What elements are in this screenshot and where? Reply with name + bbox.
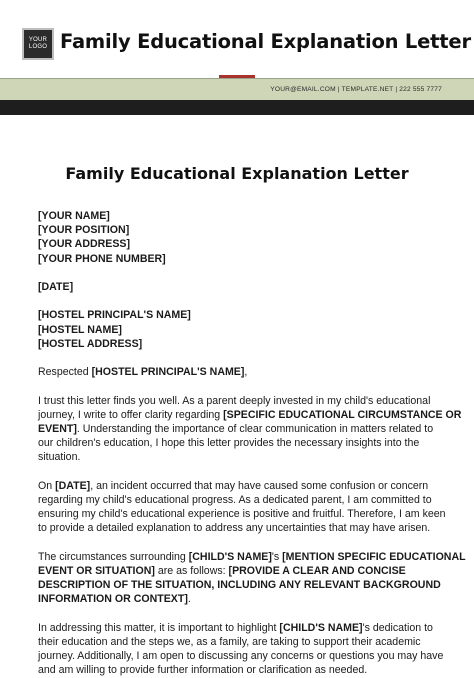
logo-text-line2: LOGO xyxy=(28,44,48,50)
paragraph-2: On [DATE], an incident occurred that may have caused some confusion or concern regarding my child's educational progress. As a dedicated parent, I am committed to ensuring my child's educational experience is positive and fruitful. Therefore, I am keen to provide a detailed explanation to address any uncertainties that may have arisen. xyxy=(38,479,446,535)
dark-divider-band xyxy=(0,100,474,115)
sender-block xyxy=(38,209,438,266)
contact-band xyxy=(0,78,474,100)
accent-line xyxy=(219,75,255,78)
paragraph-4: In addressing this matter, it is important to highlight [CHILD'S NAME]'s dedication to their education and the steps we, as a family, are taking to support their academic journey. Additionally, I am open to discussing any concerns or questions you may have and am willing to provide further information or clarification as needed. xyxy=(38,621,444,677)
letterhead xyxy=(0,0,474,78)
recipient-hostel: [HOSTEL NAME] xyxy=(38,323,122,336)
logo xyxy=(22,28,54,60)
sender-address: [YOUR ADDRESS] xyxy=(38,238,131,251)
letterhead-title: Family Educational Explanation Letter xyxy=(60,30,471,53)
salutation: Respected [HOSTEL PRINCIPAL'S NAME], xyxy=(38,366,248,379)
contact-info: YOUR@EMAIL.COM | TEMPLATE.NET | 222 555 7777 xyxy=(270,86,442,93)
paragraph-3: The circumstances surrounding [CHILD'S NAME]'s [MENTION SPECIFIC EDUCATIONAL EVENT OR SITUATION] are as follows: [PROVIDE A CLEAR AND CONCISE DESCRIPTION OF THE SITUATION, INCLUDING ANY RELEVANT BACKGROUND INFORMATION OR CONTEXT]. xyxy=(38,550,466,606)
paragraph-1: I trust this letter finds you well. As a parent deeply invested in my child's educational journey, I write to offer clarity regarding [SPECIFIC EDUCATIONAL CIRCUMSTANCE OR EVENT]. Understanding the importance of clear communication in matters related to our children's education, I hope this letter provides the necessary insights into the situation. xyxy=(38,394,462,464)
recipient-address: [HOSTEL ADDRESS] xyxy=(38,337,143,350)
sender-name: [YOUR NAME] xyxy=(38,210,110,222)
sender-phone: [YOUR PHONE NUMBER] xyxy=(38,252,166,265)
letter-body xyxy=(38,209,466,678)
sender-position: [YOUR POSITION] xyxy=(38,224,130,237)
logo-text-line1: YOUR xyxy=(28,37,48,43)
recipient-name: [HOSTEL PRINCIPAL'S NAME] xyxy=(38,309,191,322)
letter-date: [DATE] xyxy=(38,281,74,293)
document-title: Family Educational Explanation Letter xyxy=(65,164,409,183)
recipient-block xyxy=(38,308,438,351)
